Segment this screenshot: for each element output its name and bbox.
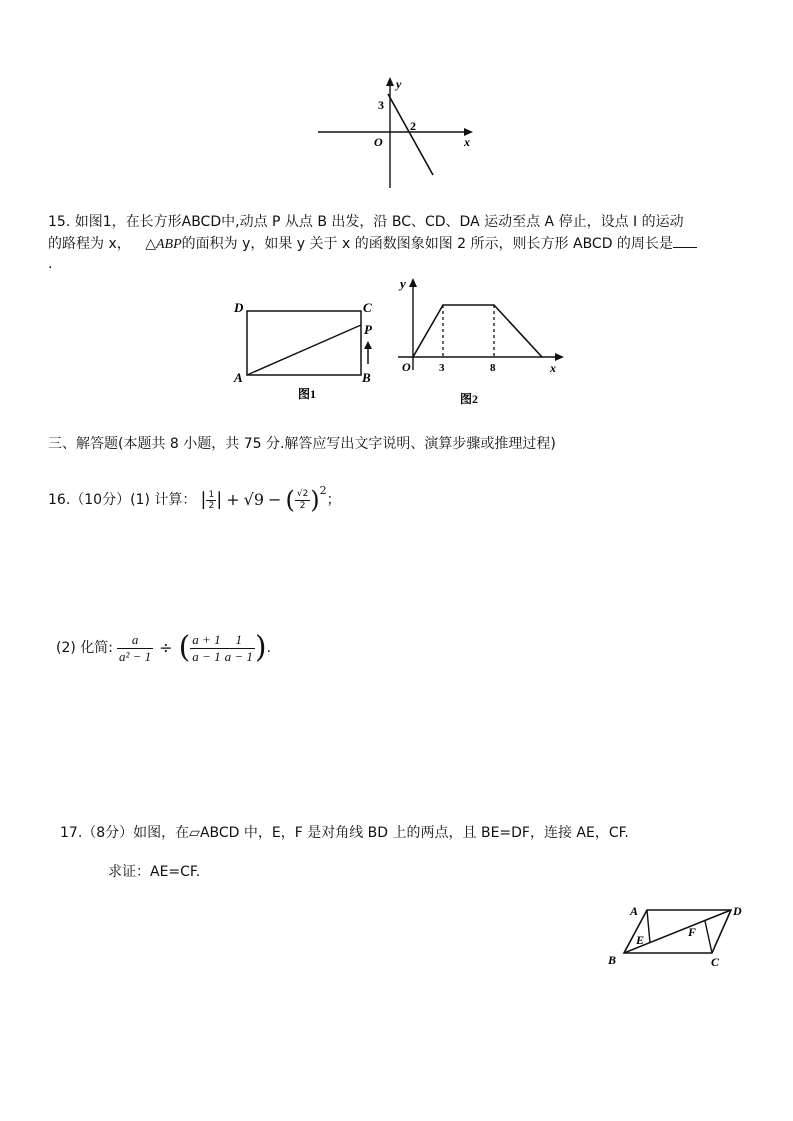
fraction-1-num: a (117, 632, 153, 649)
y-intercept-label: 3 (378, 98, 384, 112)
segment-cf (705, 921, 712, 953)
x-intercept-label: 2 (410, 119, 416, 133)
x-axis-label: x (464, 135, 470, 149)
y-axis-arrow (386, 77, 394, 86)
big-paren-left: ( (178, 630, 191, 665)
section-3-heading: 三、解答题(本题共 8 小题，共 75 分.解答应写出文字说明、演算步骤或推理过程) (48, 436, 556, 452)
inner-fraction (295, 489, 310, 512)
y-axis-label: y (396, 77, 402, 91)
label-a: A (630, 904, 639, 918)
figure-1-rectangle (228, 294, 388, 404)
label-b: B (362, 370, 371, 385)
abs-fraction-den: 2 (208, 500, 215, 511)
label-e: E (636, 933, 645, 947)
figure-2-caption: 图2 (460, 392, 479, 406)
fraction-1-den: a² − 1 (119, 648, 152, 664)
q16-part1-prefix: 16.（10分）(1) 计算： (48, 492, 197, 508)
fraction-3-den: a − 1 (224, 648, 253, 664)
fraction-a1-over-a-1 (190, 632, 222, 665)
q15-line2-rest: 的面积为 y，如果 y 关于 x 的函数图象如图 2 所示，则长方形 ABCD 的周长是 (181, 236, 673, 252)
figure-2-graph (394, 272, 574, 408)
abs-fraction (206, 490, 216, 511)
q15-line2-start: 的路程为 x， (48, 236, 131, 252)
label-c: C (363, 300, 372, 315)
fig2-tick-3: 3 (439, 362, 445, 374)
plus-sign: + (226, 490, 240, 509)
fig2-y-arrow (409, 278, 417, 287)
fraction-a-over-a2-1 (117, 632, 153, 665)
segment-ap (247, 325, 361, 375)
label-f: F (688, 925, 697, 939)
fig2-x-label: x (550, 361, 556, 375)
q16-part2-end: . (266, 640, 272, 656)
sqrt-9: √9 (243, 490, 265, 509)
abs-value (200, 489, 222, 511)
q15-triangle-abp: △ABP (145, 237, 182, 252)
paren-right: ) (310, 486, 320, 514)
label-b: B (608, 953, 617, 967)
parallelogram-figure (600, 896, 760, 974)
label-c: C (711, 955, 720, 969)
label-d: D (234, 300, 244, 315)
answer-blank (673, 233, 697, 248)
fig2-tick-8: 8 (490, 362, 496, 374)
q15-line2 (48, 233, 697, 256)
division-sign: ÷ (159, 638, 173, 657)
figure-1-caption: 图1 (298, 387, 317, 401)
q15-line1: 15. 如图1，在长方形ABCD中,动点 P 从点 B 出发，沿 BC、CD、DA 运动至点 A 停止，设点 I 的运动 (48, 214, 684, 230)
q15-line3: . (48, 256, 53, 272)
fraction-3-num: 1 (223, 632, 255, 649)
big-paren-right: ) (254, 630, 267, 665)
fig2-origin: O (402, 360, 411, 374)
exponent: 2 (319, 484, 327, 497)
label-d: D (733, 904, 742, 918)
function-line (388, 94, 433, 175)
paren-left: ( (285, 486, 295, 514)
inner-fraction-den: 2 (299, 500, 306, 511)
fraction-2-num: a + 1 (192, 631, 221, 647)
label-a: A (234, 370, 243, 385)
rectangle-abcd (247, 311, 361, 375)
label-p: P (364, 322, 372, 337)
motion-arrow-head (364, 341, 372, 349)
q17-line1: 17.（8分）如图，在▱ABCD 中，E，F 是对角线 BD 上的两点，且 BE=DF，连接 AE，CF. (60, 825, 629, 841)
fraction-2-den: a − 1 (192, 648, 221, 664)
q16-semicolon: ； (326, 492, 341, 508)
linear-function-graph (310, 74, 480, 192)
abs-fraction-num: 1 (208, 489, 215, 500)
abs-bar-right: | (216, 489, 223, 510)
inner-fraction-num: √2 (296, 488, 309, 499)
q17-line2: 求证：AE=CF. (108, 864, 201, 880)
fig2-x-arrow (555, 353, 564, 361)
fraction-1-over-a-1 (223, 632, 255, 665)
abs-bar-left: | (200, 489, 207, 510)
segment-ae (647, 910, 650, 943)
area-function-graph (413, 305, 542, 357)
q16-part2-prefix: (2) 化简: (56, 640, 113, 656)
minus-sign: − (268, 490, 282, 509)
origin-label: O (374, 135, 383, 149)
q16-part1 (48, 482, 341, 518)
q16-part2 (56, 628, 271, 668)
fig2-y-label: y (400, 276, 406, 291)
